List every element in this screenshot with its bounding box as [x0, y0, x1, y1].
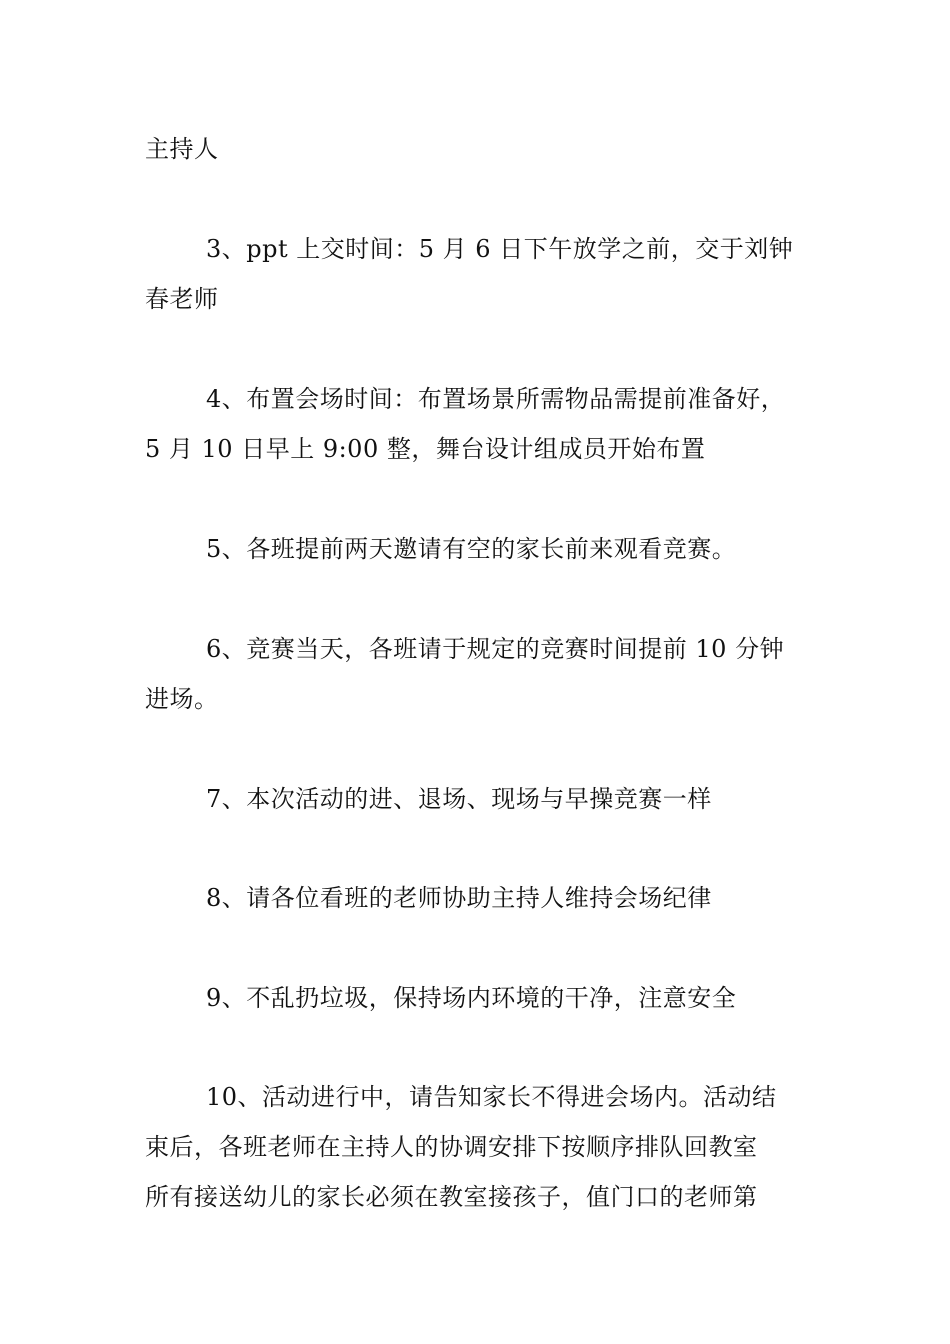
paragraph-line: 束后，各班老师在主持人的协调安排下按顺序排队回教室	[145, 1133, 758, 1161]
paragraph-line: 10、活动进行中，请告知家长不得进会场内。活动结	[206, 1083, 777, 1111]
paragraph-line: 4、布置会场时间：布置场景所需物品需提前准备好，	[206, 385, 786, 413]
paragraph-line: 所有接送幼儿的家长必须在教室接孩子，值门口的老师第	[145, 1183, 758, 1211]
paragraph-line: 9、不乱扔垃圾，保持场内环境的干净，注意安全	[206, 984, 737, 1012]
paragraph-line: 3、ppt 上交时间：5 月 6 日下午放学之前，交于刘钟	[206, 235, 794, 263]
paragraph-line: 7、本次活动的进、退场、现场与早操竞赛一样	[206, 785, 712, 813]
paragraph-line: 8、请各位看班的老师协助主持人维持会场纪律	[206, 884, 712, 912]
paragraph-line: 主持人	[145, 135, 219, 163]
paragraph-line: 5 月 10 日早上 9:00 整，舞台设计组成员开始布置	[145, 435, 706, 463]
paragraph-line: 进场。	[145, 685, 219, 713]
paragraph-line: 5、各班提前两天邀请有空的家长前来观看竞赛。	[206, 535, 737, 563]
paragraph-line: 春老师	[145, 285, 219, 313]
paragraph-line: 6、竞赛当天，各班请于规定的竞赛时间提前 10 分钟	[206, 635, 785, 663]
